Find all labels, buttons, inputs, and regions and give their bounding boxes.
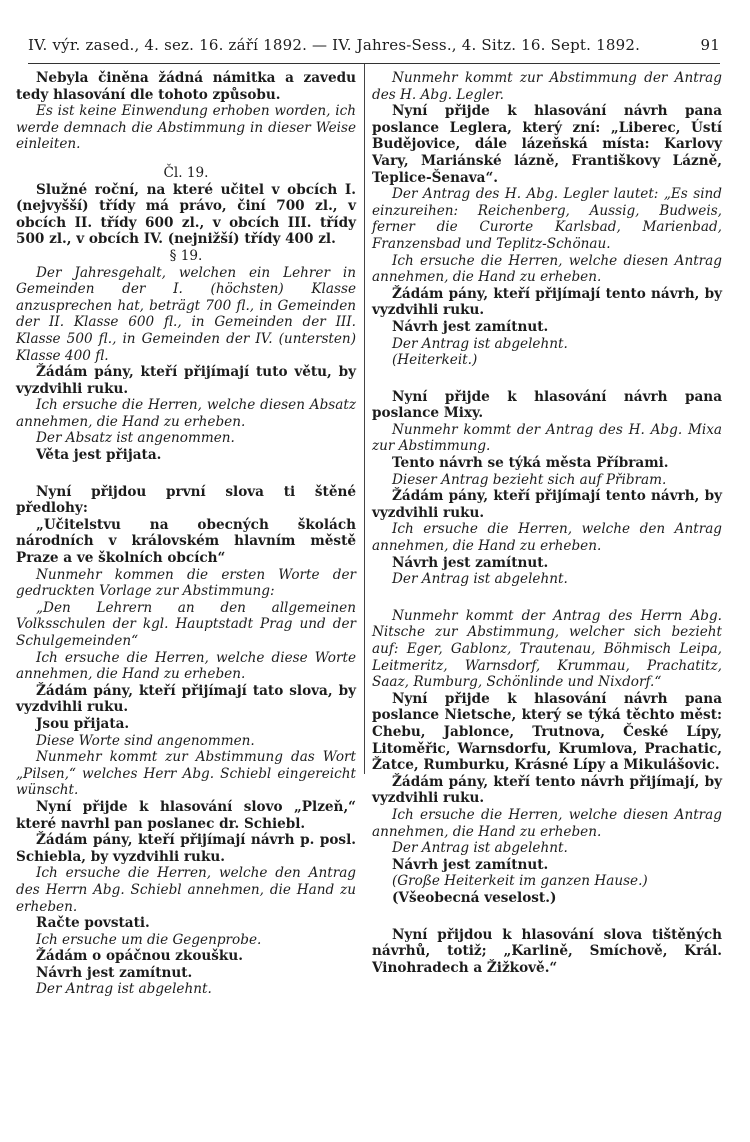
right-column-paragraph: (Große Heiterkeit im ganzen Hause.) — [392, 873, 648, 890]
right-column-paragraph: Nunmehr kommt der Antrag des Herrn Abg. Nitsche zur Abstimmung, welcher sich bezieht auf: Eger, Gablonz, Trautenau, Böhmisch Leipa, Leitmeritz, Warnsdorf, Krummau, Prachatitz, Saaz, Rumburg, Schönlinde und Nixdorf.“ — [372, 607, 722, 691]
right-column-paragraph: Der Antrag ist abgelehnt. — [392, 571, 568, 588]
right-column-paragraph: Návrh jest zamítnut. — [392, 554, 549, 571]
right-column-paragraph — [372, 369, 722, 389]
left-column-paragraph: Žádám pány, kteří přijímají návrh p. posl. Schiebla, by vyzdvihli ruku. — [16, 832, 356, 865]
right-column-paragraph — [372, 588, 722, 608]
right-column-paragraph: Ich ersuche die Herren, welche diesen Antrag annehmen, die Hand zu erheben. — [372, 252, 722, 286]
left-column-paragraph: Čl. 19. — [163, 164, 209, 181]
right-column-paragraph: Žádám pány, kteří tento návrh přijímají, by vyzdvihli ruku. — [372, 773, 722, 807]
left-column-paragraph: Der Antrag ist abgelehnt. — [36, 981, 212, 998]
left-column-paragraph: Jsou přijata. — [36, 715, 130, 732]
left-column-paragraph: Nunmehr kommen die ersten Worte der gedruckten Vorlage zur Abstimmung: — [16, 566, 356, 600]
right-column-paragraph: Žádám pány, kteří přijímají tento návrh, by vyzdvihli ruku. — [372, 488, 722, 521]
left-column-paragraph: Ich ersuche die Herren, welche diesen Absatz annehmen, die Hand zu erheben. — [16, 397, 356, 430]
right-column-paragraph: Ich ersuche die Herren, welche den Antrag annehmen, die Hand zu erheben. — [372, 521, 722, 555]
left-column-paragraph: Nunmehr kommt zur Abstimmung das Wort „Pilsen,“ welches Herr Abg. Schiebl eingereicht wünscht. — [16, 749, 356, 799]
left-column-paragraph: Nyní přijdou první slova ti štěné předlohy: — [16, 483, 356, 517]
header-rule — [28, 63, 720, 64]
left-column-paragraph: Žádám o opáčnou zkoušku. — [36, 948, 243, 965]
left-column-paragraph — [16, 153, 356, 165]
left-column-paragraph: Der Jahresgehalt, welchen ein Lehrer in Gemeinden der I. (höchsten) Klasse anzusprechen hat, beträgt 700 fl., in Gemeinden der II. Klasse 600 fl., in Gemeinden der III. Klasse 500 fl., in Gemeinden der IV. (untersten) Klasse 400 fl. — [16, 264, 356, 364]
left-column-paragraph: „Učitelstvu na obecných školách národních v královském hlavním městě Praze a ve školních obcích“ — [16, 516, 356, 567]
right-column — [372, 70, 722, 976]
left-column-paragraph: Der Absatz ist angenommen. — [36, 430, 235, 447]
right-column-paragraph: Nyní přijdou k hlasování slova tištěných návrhů, totiž; „Karlině, Smíchově, Král. Vinohradech a Žižkově.“ — [372, 926, 722, 976]
right-column-paragraph: Dieser Antrag bezieht sich auf Přibram. — [392, 471, 667, 488]
right-column-paragraph: (Heiterkeit.) — [392, 352, 478, 369]
left-column-paragraph: Nebyla činěna žádná námitka a zavedu tedy hlasování dle tohoto způsobu. — [16, 70, 356, 103]
right-column-paragraph: Nyní přijde k hlasování návrh pana poslance Leglera, který zní: „Liberec, Ústí Budějovice, dále lázeňská místa: Karlovy Vary, Mariánské lázně, Františkovy Lázně, Teplice-Šenava“. — [372, 103, 722, 186]
right-column-paragraph: Nunmehr kommt zur Abstimmung der Antrag des H. Abg. Legler. — [372, 70, 722, 103]
right-column-paragraph: Der Antrag ist abgelehnt. — [392, 335, 568, 352]
left-column-paragraph: § 19. — [169, 247, 203, 264]
page-header — [28, 36, 720, 62]
right-column-paragraph: Ich ersuche die Herren, welche diesen Antrag annehmen, die Hand zu erheben. — [372, 806, 722, 840]
page-number: 91 — [700, 36, 720, 54]
right-column-paragraph — [372, 907, 722, 927]
right-column-paragraph: Nyní přijde k hlasování návrh pana poslance Mixy. — [372, 388, 722, 422]
column-divider — [364, 64, 365, 774]
right-column-paragraph: Nunmehr kommt der Antrag des H. Abg. Mixa zur Abstimmung. — [372, 421, 722, 455]
left-column-paragraph: Nyní přijde k hlasování slovo „Plzeň,“ které navrhl pan poslanec dr. Schiebl. — [16, 798, 356, 832]
left-column-paragraph: Návrh jest zamítnut. — [36, 964, 193, 981]
right-column-paragraph: Žádám pány, kteří přijímají tento návrh, by vyzdvihli ruku. — [372, 285, 722, 319]
right-column-paragraph: (Všeobecná veselost.) — [392, 889, 557, 906]
left-column-paragraph: Ich ersuche die Herren, welche den Antrag des Herrn Abg. Schiebl annehmen, die Hand zu erheben. — [16, 865, 356, 915]
right-column-paragraph: Der Antrag ist abgelehnt. — [392, 840, 568, 857]
left-column-paragraph: Račte povstati. — [36, 915, 150, 932]
left-column-paragraph: „Den Lehrern an den allgemeinen Volksschulen der kgl. Hauptstadt Prag und der Schulgemeinden“ — [16, 599, 356, 649]
left-column-paragraph: Es ist keine Einwendung erhoben worden, ich werde demnach die Abstimmung in dieser Weise einleiten. — [16, 103, 356, 153]
right-column-paragraph: Tento návrh se týká města Příbrami. — [392, 455, 669, 472]
left-column-paragraph: Žádám pány, kteří přijímají tato slova, by vyzdvihli ruku. — [16, 682, 356, 716]
left-column-paragraph: Ich ersuche um die Gegenprobe. — [36, 931, 262, 948]
right-column-paragraph: Návrh jest zamítnut. — [392, 318, 549, 335]
left-column-paragraph: Služné roční, na které učitel v obcích I. (nejvyšší) třídy má právo, činí 700 zl., v obcích II. třídy 600 zl., v obcích III. třídy 500 zl., v obcích IV. (nejnižší) třídy 400 zl. — [16, 181, 356, 248]
left-column-paragraph: Diese Worte sind angenommen. — [36, 732, 255, 749]
right-column-paragraph: Návrh jest zamítnut. — [392, 856, 549, 873]
left-column-paragraph: Věta jest přijata. — [36, 447, 162, 464]
left-column — [16, 70, 356, 998]
right-column-paragraph: Der Antrag des H. Abg. Legler lautet: „Es sind einzureihen: Reichenberg, Aussig, Budweis, ferner die Curorte Karlsbad, Marienbad, Franzensbad und Teplitz-Schönau. — [372, 186, 722, 252]
right-column-paragraph: Nyní přijde k hlasování návrh pana poslance Nietsche, který se týká těchto měst: Chebu, Jablonce, Trutnova, České Lípy, Litoměřic, Warnsdorfu, Krumlova, Prachatic, Žatce, Rumburku, Krásné Lípy a Mikulášovic. — [372, 690, 722, 774]
left-column-paragraph: Ich ersuche die Herren, welche diese Worte annehmen, die Hand zu erheben. — [16, 649, 356, 683]
left-column-paragraph — [16, 464, 356, 484]
running-header: IV. výr. zased., 4. sez. 16. září 1892. — IV. Jahres-Sess., 4. Sitz. 16. Sept. 1892. — [28, 36, 641, 54]
left-column-paragraph: Žádám pány, kteří přijímají tuto větu, by vyzdvihli ruku. — [16, 364, 356, 397]
